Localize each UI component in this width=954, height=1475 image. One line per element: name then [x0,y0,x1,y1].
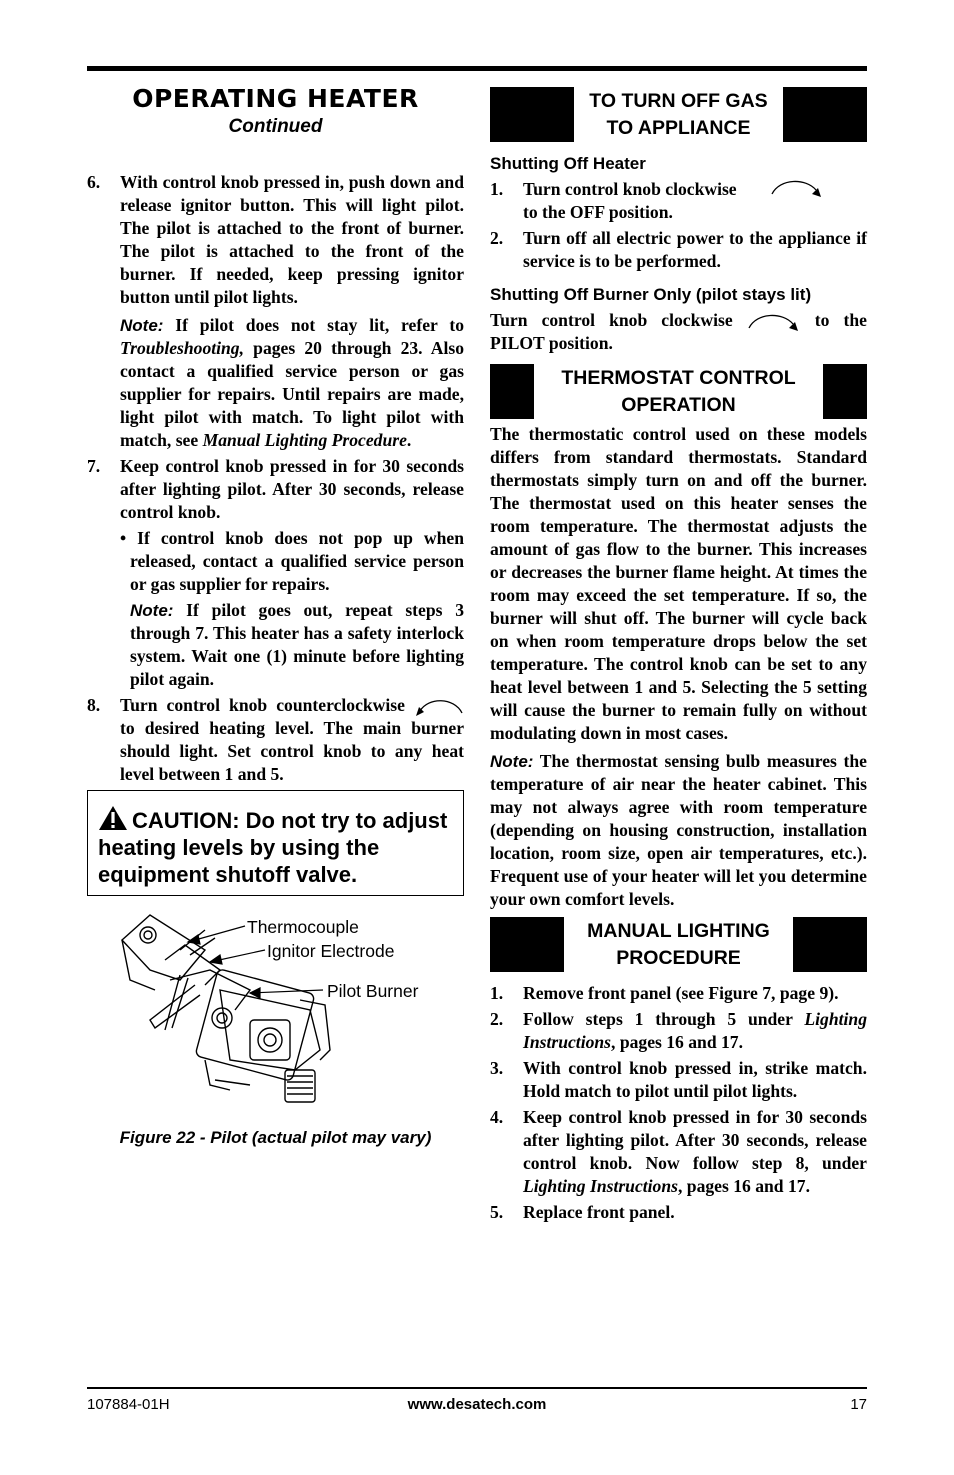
manual-step-1: 1. Remove front panel (see Figure 7, page 9). [490,983,839,1003]
top-rule [87,66,867,71]
thermostat-paragraph: The thermostatic control used on these models differs from standard thermostats. Standard thermostats simply turn on and off the burner. The thermostat used on this heater senses the room temperature. The thermostat adjusts the amount of gas flow to the burner. This increases or decreases the burner flame height. At times the room may exceed the set temperature. If so, the burner will shut off. The burner will cycle back on when room temperature drops below the set temperature. The control knob can be set to any heat level between 1 and 5. Selecting the 5 setting will cause the burner to remain fully on without modulating down in most cases. [490,424,867,743]
step-7-bullet: • If control knob does not pop up when released, contact a qualified service person or gas supplier for repairs. [120,528,464,594]
step-7: 7. Keep control knob pressed in for 30 seconds after lighting pilot. After 30 seconds, release control knob. [87,456,464,522]
warning-triangle-icon [98,805,128,831]
label-thermocouple: Thermocouple [247,917,359,937]
step-6: 6. With control knob pressed in, push down and release ignitor button. This will light pilot. The pilot is attached to the front of burner. The pilot is attached to the front of the burner. If needed, keep pressing ignitor button until pilot lights. [87,172,464,307]
thermostat-note: Note: The thermostat sensing bulb measures the temperature of air near the heater cabinet. This may not always agree with room temperature (depending on housing construction, installation location, room size, open air temperatures, etc.). Frequent use of your heater will let you determine your own comfort levels. [490,751,867,909]
burner-only-text: Turn control knob clockwise to the PILOT position. [490,310,867,353]
step-6-note: Note: If pilot does not stay lit, refer to Troubleshooting, pages 20 through 23. Also contact a qualified service person or gas supplier for repairs. Until repairs are made, light pilot with match. To light pilot with match, see Manual Lighting Procedure. [120,315,464,450]
manual-step-5: 5. Replace front panel. [490,1202,675,1222]
turn-off-step-2: 2. Turn off all electric power to the appliance if service is to be performed. [490,228,867,271]
doc-number: 107884-01H [87,1396,170,1413]
section-head-manual-lighting: MANUAL LIGHTING PROCEDURE [490,917,867,972]
thermostat-body [490,423,867,911]
page-title: OPERATING HEATER [132,84,419,113]
website-link[interactable]: www.desatech.com [407,1396,547,1413]
subhead-shutting-off-heater: Shutting Off Heater [490,154,646,173]
manual-lighting-steps [490,982,867,1224]
turn-off-step-1: 1. Turn control knob clockwise to the OFF position. [490,178,867,224]
turn-off-steps [490,178,867,273]
figure-caption: Figure 22 - Pilot (actual pilot may vary) [119,1128,432,1147]
section-head-turn-off-gas: TO TURN OFF GAS TO APPLIANCE [490,87,867,142]
subhead-shutting-off-burner: Shutting Off Burner Only (pilot stays lit) [490,285,812,304]
section-head-thermostat: THERMOSTAT CONTROL OPERATION [490,364,867,419]
page-number: 17 [850,1396,867,1413]
left-column [87,171,464,786]
page-subtitle: Continued [228,116,323,137]
counterclockwise-arrow-icon [414,697,464,717]
bottom-rule [87,1387,867,1389]
caution-box [87,790,464,896]
manual-step-2: 2. Follow steps 1 through 5 under Lighting Instructions, pages 16 and 17. [490,1009,867,1052]
step-7-note: Note: If pilot goes out, repeat steps 3 through 7. This heater has a safety interlock system. Wait one (1) minute before lighting pilot again. [130,600,464,689]
label-ignitor-electrode: Ignitor Electrode [267,941,395,961]
caution-text: CAUTION: Do not try to adjust heating levels by using the equipment shutoff valve. [98,808,448,887]
manual-step-4: 4. Keep control knob pressed in for 30 seconds after lighting pilot. After 30 seconds, release control knob. Now follow step 8, under Lighting Instructions, pages 16 and 17. [490,1107,867,1196]
manual-step-3: 3. With control knob pressed in, strike match. Hold match to pilot until pilot lights. [490,1058,867,1101]
label-pilot-burner: Pilot Burner [327,981,419,1001]
clockwise-arrow-icon [747,312,801,332]
step-8: 8. Turn control knob counterclockwise to desired heating level. The main burner should light. Set control knob to any heat level between 1 and 5. [87,695,464,784]
clockwise-arrow-icon [770,178,824,198]
